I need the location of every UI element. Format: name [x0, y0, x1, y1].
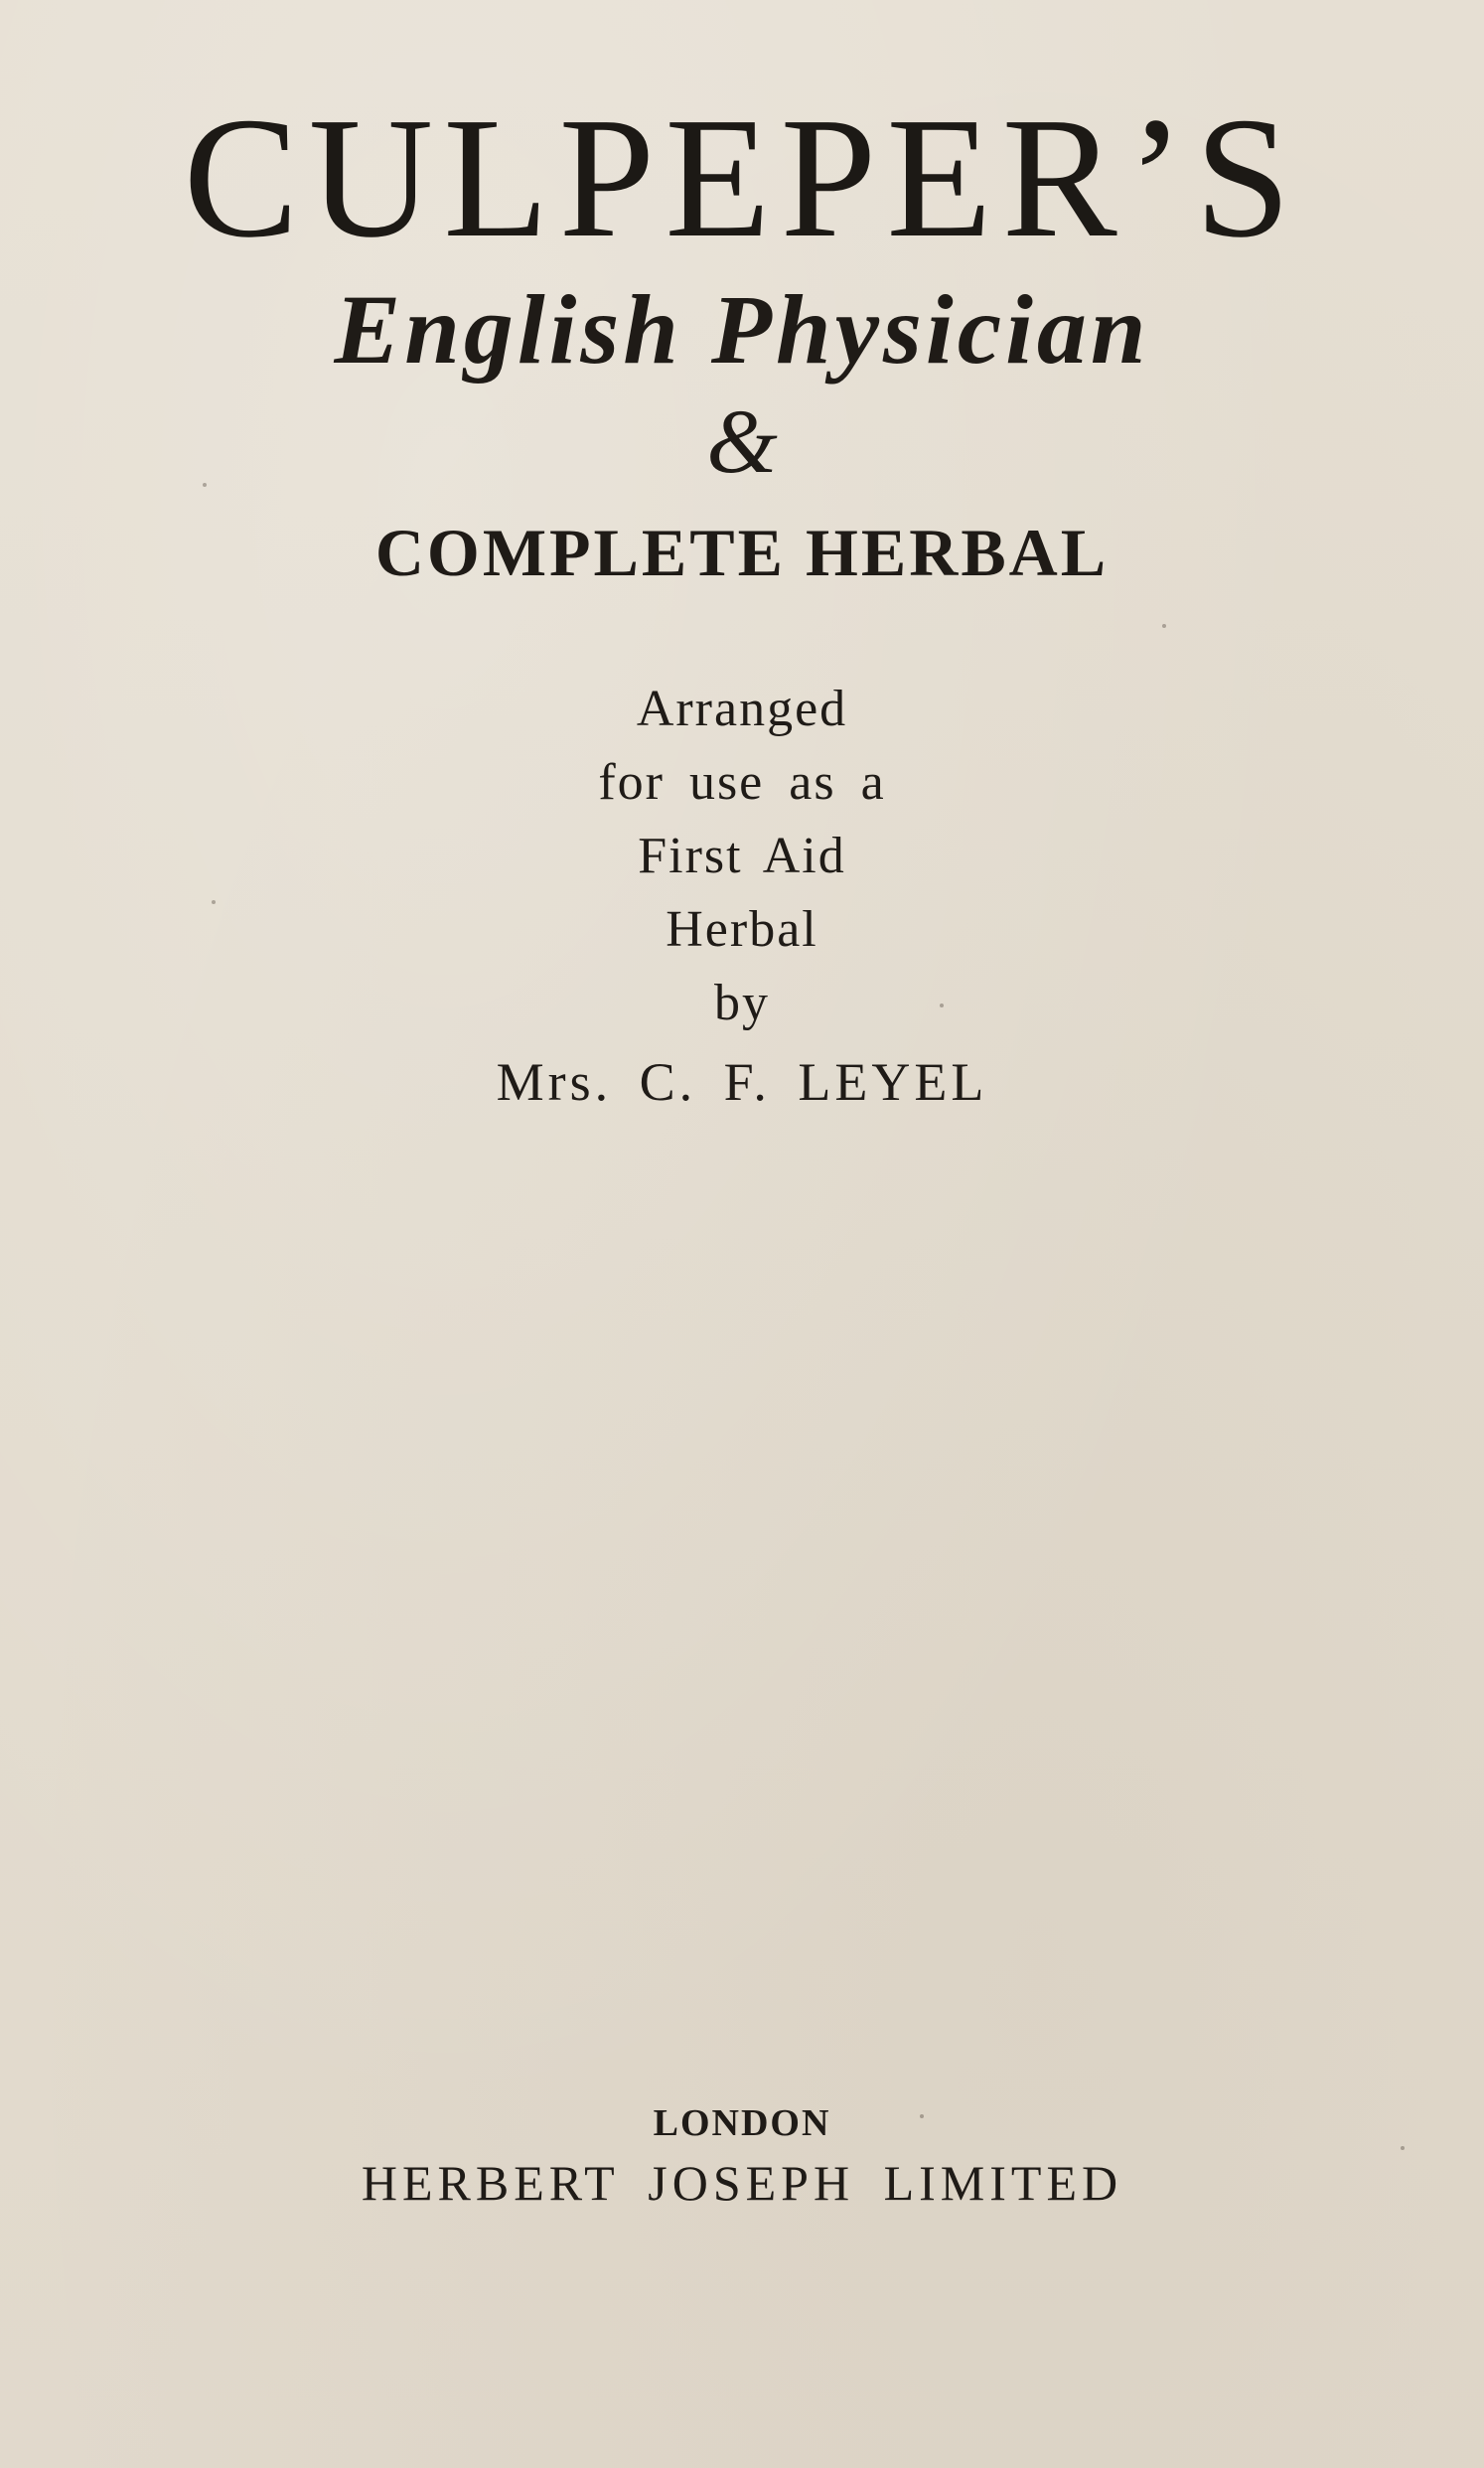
description-line: by	[714, 975, 770, 1031]
author-name: Mrs. C. F. LEYEL	[496, 1052, 988, 1112]
book-subtitle: English Physician	[334, 274, 1150, 385]
paper-speck	[1401, 2146, 1405, 2150]
paper-speck	[1162, 624, 1166, 628]
paper-speck	[203, 483, 207, 487]
ampersand: &	[706, 390, 778, 492]
description-line: Arranged	[636, 681, 848, 737]
paper-speck	[212, 900, 216, 904]
paper-speck	[940, 1003, 944, 1007]
publisher-name: HERBERT JOSEPH LIMITED	[361, 2155, 1123, 2211]
description-line: Herbal	[666, 901, 818, 958]
book-title: CULPEPER’S	[183, 81, 1301, 273]
description-line: First Aid	[638, 828, 846, 884]
description-line: for use as a	[598, 754, 886, 811]
herbal-title: COMPLETE HERBAL	[374, 515, 1110, 590]
paper-speck	[920, 2114, 924, 2118]
publisher-city: LONDON	[653, 2102, 831, 2144]
